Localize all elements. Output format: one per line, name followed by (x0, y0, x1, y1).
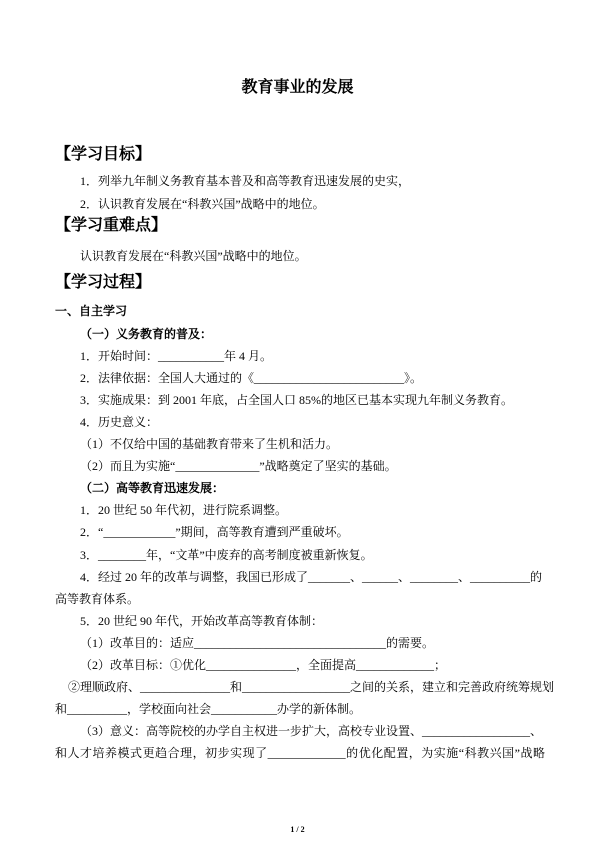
exercise-line: 和__________，学校面向社会___________办学的新体制。 (55, 702, 362, 716)
page-number: 1 / 2 (290, 825, 305, 834)
exercise-line: （1）改革目的：适应________________________________的需要。 (80, 636, 435, 650)
exercise-line: 3．实施成果：到 2001 年底，占全国人口 85%的地区已基本实现九年制义务教育。 (80, 393, 513, 407)
section-heading-key-points: 【学习重难点】 (55, 217, 168, 234)
exercise-line: （2）而且为实施“______________”战略奠定了坚实的基础。 (80, 459, 397, 473)
exercise-line: 4．历史意义： (80, 415, 159, 429)
exercise-line: 1．开始时间：___________年 4 月。 (80, 349, 273, 363)
exercise-line: 2．“____________”期间，高等教育遭到严重破坏。 (80, 525, 349, 539)
exercise-line: 高等教育体系。 (55, 592, 140, 606)
exercise-line: 3．________年，“文革”中废弃的高考制度被重新恢复。 (80, 548, 373, 562)
exercise-line: （1）不仅给中国的基础教育带来了生机和活力。 (80, 437, 339, 451)
section-heading-objectives: 【学习目标】 (55, 146, 152, 163)
section-heading-process: 【学习过程】 (55, 274, 152, 291)
subsection-heading-self-study: 一、自主学习 (55, 304, 128, 318)
topic-heading-compulsory-education: （一）义务教育的普及： (80, 327, 213, 341)
topic-heading-higher-education: （二）高等教育迅速发展： (80, 481, 225, 495)
objective-item: 1．列举九年制义务教育基本普及和高等教育迅速发展的史实， (80, 174, 411, 188)
exercise-line: （3）意义：高等院校的办学自主权进一步扩大，高校专业设置、__________________、 (80, 724, 543, 738)
objective-item: 2．认识教育发展在“科教兴国”战略中的地位。 (80, 197, 325, 211)
exercise-line: 和人才培养模式更趋合理，初步实现了_____________的优化配置，为实施“科教兴国”战略 (55, 746, 545, 760)
exercise-line: 1．20 世纪 50 年代初，进行院系调整。 (80, 503, 288, 517)
exercise-line: （2）改革目标：①优化_______________，全面提高_____________； (80, 658, 447, 672)
exercise-line: 2．法律依据：全国人大通过的《_________________________》。 (80, 371, 423, 385)
exercise-line: ②理顺政府、_______________和__________________之间的关系，建立和完善政府统筹规划 (68, 680, 555, 694)
page-title: 教育事业的发展 (241, 79, 354, 96)
key-points-text: 认识教育发展在“科教兴国”战略中的地位。 (80, 249, 307, 263)
exercise-line: 4．经过 20 年的改革与调整，我国已形成了_______、______、________、__________的 (80, 570, 543, 584)
exercise-line: 5．20 世纪 90 年代，开始改革高等教育体制： (80, 614, 324, 628)
